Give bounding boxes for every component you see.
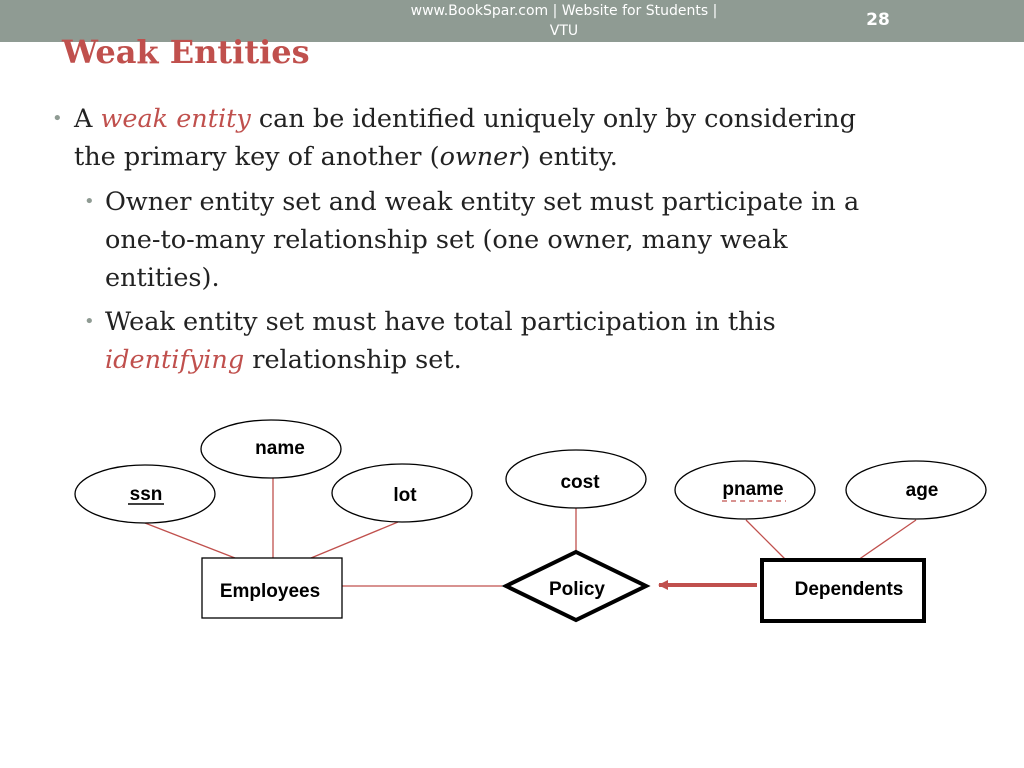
employees-label: Employees: [219, 581, 321, 602]
bullet-1-line2-post: ) entity.: [520, 142, 618, 172]
bullet-1-prefix: A: [74, 104, 101, 134]
sub-bullet-1-line-1: Owner entity set and weak entity set must participate in a: [105, 187, 860, 217]
sub-bullet-1-line-3: entities).: [105, 263, 220, 293]
slide-number: 28: [866, 10, 890, 30]
sub-bullet-2-em: identifying: [105, 345, 245, 375]
bullet-dot-icon: •: [52, 108, 63, 129]
name-label: name: [255, 438, 305, 459]
footer-line-2: NOTES | Question Papers: [476, 43, 652, 59]
attribute-ellipses: [75, 420, 986, 523]
connector-lot-employees: [311, 522, 398, 558]
bullet-1-em: weak entity: [100, 104, 251, 134]
pname-label: pname: [722, 479, 784, 500]
bullet-1-line2-pre: the primary key of another (: [74, 142, 440, 172]
footer-line-1: www.BookSpar.com | Website for Students | VTU: [410, 3, 718, 39]
lot-label: lot: [393, 485, 417, 506]
slide-title: Weak Entities: [62, 33, 310, 71]
bullet-dot-icon: •: [84, 191, 95, 212]
dependents-label: Dependents: [794, 579, 904, 600]
policy-label: Policy: [549, 579, 605, 600]
cost-label: cost: [560, 472, 600, 493]
connector-age-dependents: [858, 520, 916, 560]
bullet-dot-icon: •: [84, 311, 95, 332]
ssn-label: ssn: [129, 484, 163, 505]
sub-bullet-2-line-1: Weak entity set must have total participation in this: [105, 307, 776, 337]
sub-bullet-1-line-2: one-to-many relationship set (one owner, many weak: [105, 225, 788, 255]
sub-bullet-2-post: relationship set.: [244, 345, 462, 375]
bullet-1-mid: can be identified uniquely only by considering: [250, 104, 856, 134]
connector-ssn-employees: [145, 523, 235, 558]
bullet-1-line2-em: owner: [439, 142, 521, 172]
connector-pname-dependents: [746, 520, 786, 560]
age-label: age: [905, 480, 939, 501]
